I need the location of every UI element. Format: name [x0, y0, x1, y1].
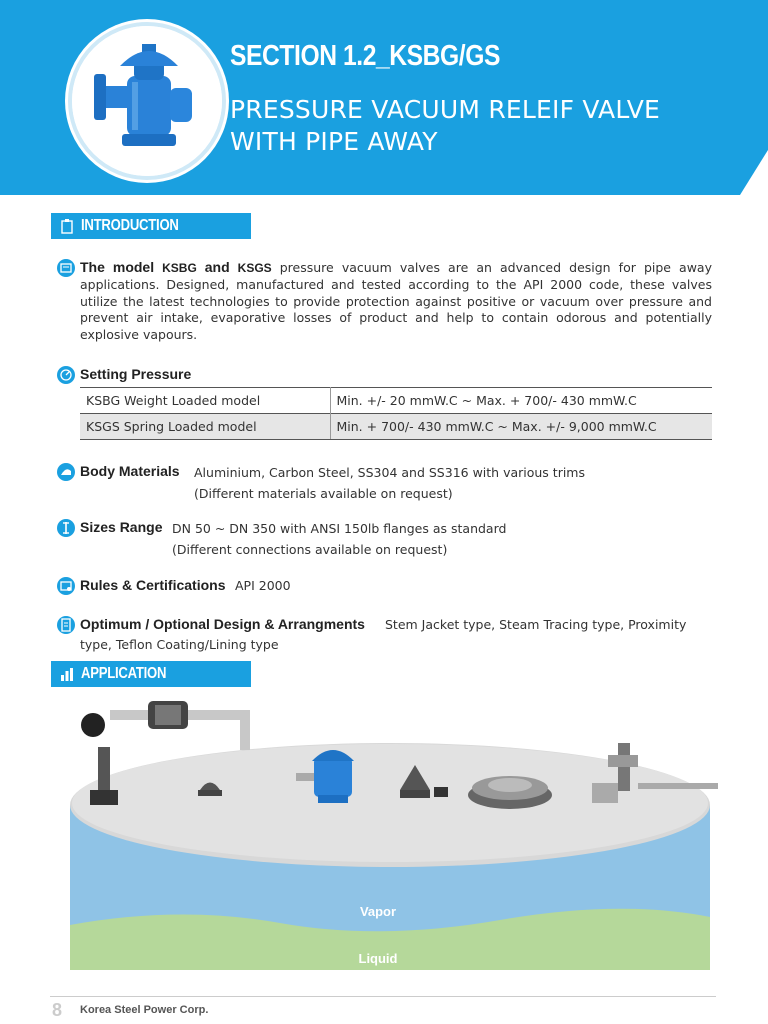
materials-icon	[57, 463, 75, 481]
pressure-gauge-icon	[57, 366, 75, 384]
product-photo-circle	[68, 22, 226, 180]
intro-model-ksbg: KSBG	[162, 261, 197, 275]
rules-label: Rules & Certifications	[80, 577, 226, 593]
bar-chart-icon	[59, 666, 75, 682]
table-cell-range: Min. + 700/- 430 mmW.C ~ Max. +/- 9,000 mmW.C	[330, 414, 712, 440]
setting-pressure-label: Setting Pressure	[80, 366, 192, 382]
vapor-label: Vapor	[359, 904, 397, 919]
intro-text-rest: applications. Designed, manufactured and tested according to the API 2000 code, these valves utilize the latest technologies to provide protection against positive or vacuum over pressure and prevent air intake, evaporative losses of product and help to contain odorous and potentially explosive vapours.	[80, 276, 712, 343]
application-heading-bar	[51, 661, 251, 687]
header-banner	[0, 0, 768, 195]
clipboard-icon	[59, 218, 75, 234]
footer-divider	[50, 996, 716, 997]
intro-lead-and: and	[196, 259, 238, 275]
sizes-icon	[57, 519, 75, 537]
liquid-label: Liquid	[358, 951, 398, 966]
page-subtitle	[230, 94, 660, 158]
page-number: 8	[52, 1000, 63, 1020]
intro-bullet-icon	[57, 259, 75, 277]
intro-lead-prefix: The model	[80, 259, 163, 275]
optimum-line1: Stem Jacket type, Steam Tracing type, Proximity	[385, 617, 687, 632]
setting-pressure-table	[80, 387, 712, 440]
sizes-range-label: Sizes Range	[80, 519, 163, 535]
subtitle-line-2: WITH PIPE AWAY	[230, 127, 438, 156]
introduction-heading: INTRODUCTION	[81, 217, 179, 234]
optimum-line2: type, Teflon Coating/Lining type	[80, 637, 279, 652]
body-materials-line1: Aluminium, Carbon Steel, SS304 and SS316 with various trims	[194, 465, 585, 480]
valve-icon	[72, 26, 222, 176]
document-icon	[57, 616, 75, 634]
body-materials-label: Body Materials	[80, 463, 180, 479]
table-cell-model: KSBG Weight Loaded model	[80, 388, 330, 414]
table-row	[80, 414, 712, 440]
sizes-range-line2: (Different connections available on request)	[172, 542, 448, 557]
intro-text-line1: pressure vacuum valves are an advanced design for pipe away	[279, 260, 712, 275]
introduction-paragraph	[80, 259, 712, 344]
rules-value: API 2000	[235, 578, 291, 593]
tank-application-diagram	[60, 695, 720, 980]
optimum-label: Optimum / Optional Design & Arrangments	[80, 616, 365, 632]
application-heading: APPLICATION	[81, 665, 167, 682]
body-materials-line2: (Different materials available on request)	[194, 486, 453, 501]
certificate-icon	[57, 577, 75, 595]
table-row	[80, 388, 712, 414]
sizes-range-line1: DN 50 ~ DN 350 with ANSI 150lb flanges as standard	[172, 521, 507, 536]
company-name: Korea Steel Power Corp.	[80, 1004, 209, 1016]
intro-model-ksgs: KSGS	[237, 261, 272, 275]
table-cell-range: Min. +/- 20 mmW.C ~ Max. + 700/- 430 mmW.C	[330, 388, 712, 414]
subtitle-line-1: PRESSURE VACUUM RELEIF VALVE	[230, 95, 661, 124]
table-cell-model: KSGS Spring Loaded model	[80, 414, 330, 440]
introduction-heading-bar	[51, 213, 251, 239]
section-title: SECTION 1.2_KSBG/GS	[230, 40, 501, 72]
